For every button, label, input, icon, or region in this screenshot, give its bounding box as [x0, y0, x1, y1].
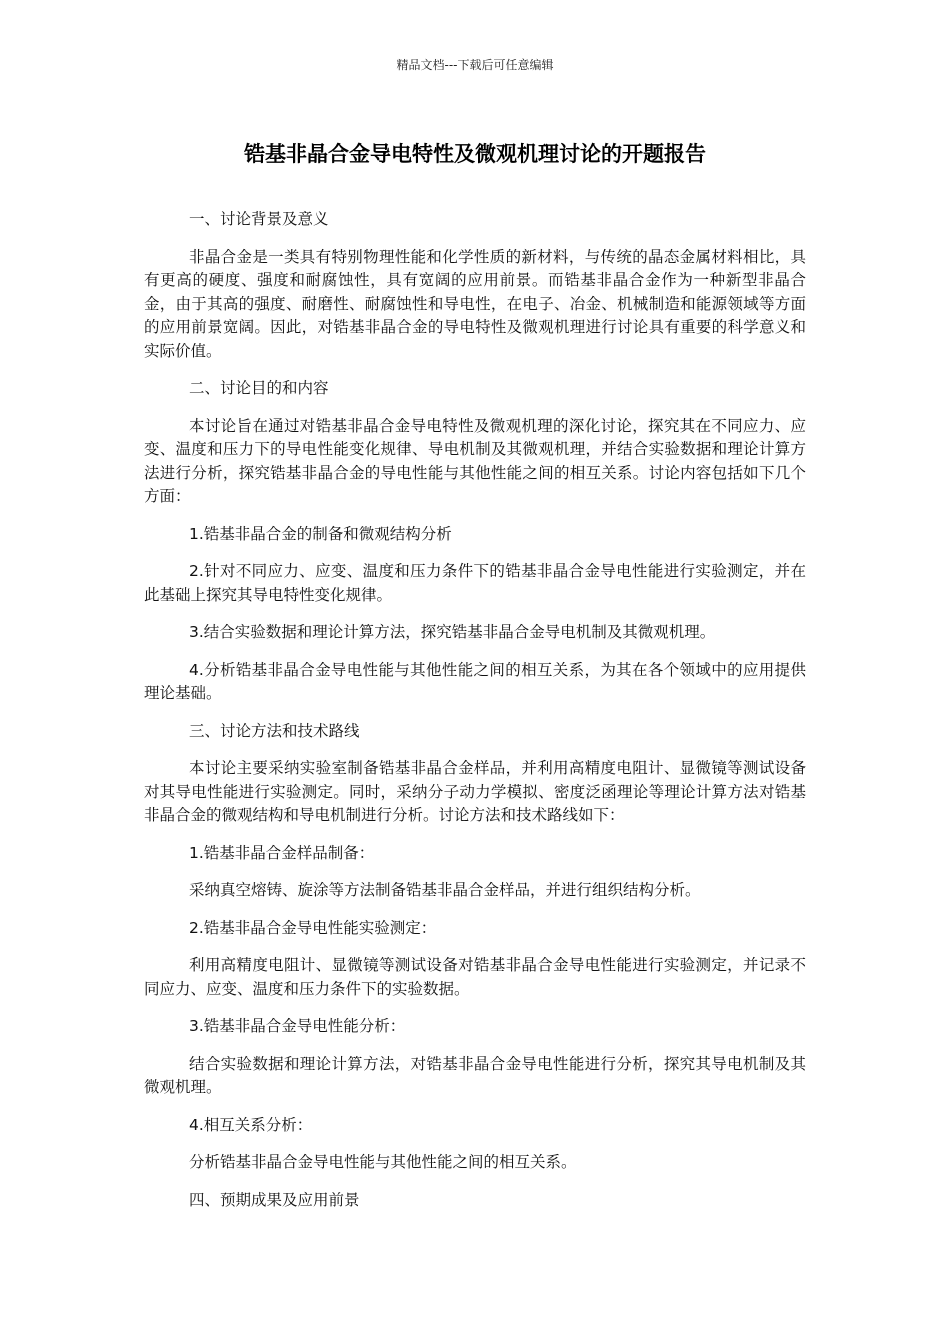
page-header: 精品文档---下载后可任意编辑 — [396, 58, 554, 72]
section-heading-background: 一、讨论背景及意义 — [189, 210, 329, 228]
list-item-content-1: 1.锆基非晶合金的制备和微观结构分析 — [189, 524, 452, 543]
step-text-1: 采纳真空熔铸、旋涂等方法制备锆基非晶合金样品，并进行组织结构分析。 — [189, 881, 701, 899]
paragraph-background: 非晶合金是一类具有特别物理性能和化学性质的新材料，与传统的晶态金属材料相比，具有更高的硬度、强度和耐腐蚀性，具有宽阔的应用前景。而锆基非晶合金作为一种新型非晶合金，由于其高的强度、耐磨性、耐腐蚀性和导电性，在电子、冶金、机械制造和能源领域等方面的应用前景宽阔。因此，对锆基非晶合金的导电特性及微观机理进行讨论具有重要的科学意义和实际价值。 — [144, 247, 806, 360]
paragraph-methods: 本讨论主要采纳实验室制备锆基非晶合金样品，并利用高精度电阻计、显微镜等测试设备对其导电性能进行实验测定。同时，采纳分子动力学模拟、密度泛函理论等理论计算方法对锆基非晶合金的微观结构和导电机制进行分析。讨论方法和技术路线如下： — [144, 759, 806, 824]
list-item-content-4: 4.分析锆基非晶合金导电性能与其他性能之间的相互关系，为其在各个领域中的应用提供理论基础。 — [144, 660, 806, 702]
section-heading-purpose: 二、讨论目的和内容 — [189, 379, 329, 397]
document-title: 锆基非晶合金导电特性及微观机理讨论的开题报告 — [244, 142, 706, 166]
list-item-content-3: 3.结合实验数据和理论计算方法，探究锆基非晶合金导电机制及其微观机理。 — [189, 623, 716, 641]
step-text-3: 结合实验数据和理论计算方法，对锆基非晶合金导电性能进行分析，探究其导电机制及其微观机理。 — [144, 1054, 806, 1096]
step-text-4: 分析锆基非晶合金导电性能与其他性能之间的相互关系。 — [189, 1153, 577, 1171]
step-heading-4: 4.相互关系分析： — [189, 1115, 313, 1134]
list-item-content-2: 2.针对不同应力、应变、温度和压力条件下的锆基非晶合金导电性能进行实验测定，并在此基础上探究其导电特性变化规律。 — [144, 562, 806, 604]
step-text-2: 利用高精度电阻计、显微镜等测试设备对锆基非晶合金导电性能进行实验测定，并记录不同应力、应变、温度和压力条件下的实验数据。 — [144, 956, 806, 998]
step-heading-1: 1.锆基非晶合金样品制备： — [189, 843, 375, 862]
section-heading-outcomes: 四、预期成果及应用前景 — [189, 1190, 360, 1209]
document-body — [144, 208, 806, 1226]
step-heading-2: 2.锆基非晶合金导电性能实验测定： — [189, 918, 437, 937]
section-heading-methods: 三、讨论方法和技术路线 — [189, 721, 360, 740]
paragraph-purpose: 本讨论旨在通过对锆基非晶合金导电特性及微观机理的深化讨论，探究其在不同应力、应变、温度和压力下的导电性能变化规律、导电机制及其微观机理，并结合实验数据和理论计算方法进行分析，探究锆基非晶合金的导电性能与其他性能之间的相互关系。讨论内容包括如下几个方面： — [144, 416, 806, 505]
step-heading-3: 3.锆基非晶合金导电性能分析： — [189, 1017, 406, 1035]
